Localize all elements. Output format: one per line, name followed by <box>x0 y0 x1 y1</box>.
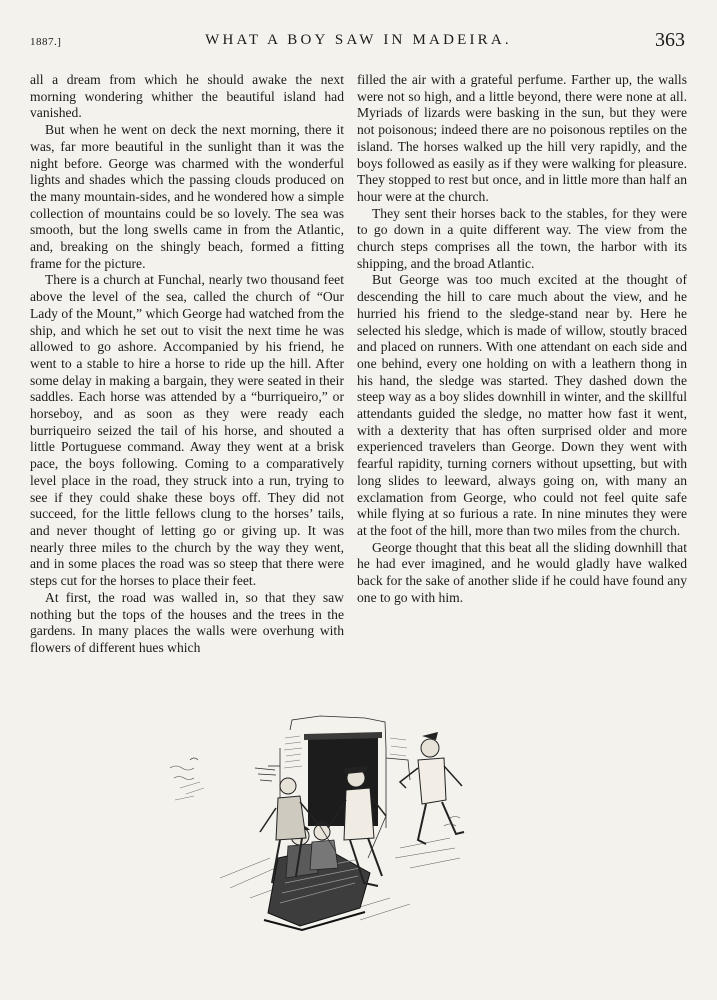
paragraph: They sent their horses back to the stables, for they were to go down in a quite different way. The view from the church steps comprises all the town, the harbor with its shipping, and the broad Atlantic. <box>357 205 687 271</box>
paragraph: filled the air with a grateful perfume. Farther up, the walls were not so high, and a little beyond, there were none at all. Myriads of lizards were basking in the sun, but they were not poisonous; indeed there are no poisonous reptiles on the island. The horses walked up the hill very rapidly, and the boys followed as easily as if they were walking for pleasure. They stopped to rest but once, and in little more than half an hour were at the church. <box>357 72 687 204</box>
page-number: 363 <box>655 29 685 51</box>
paragraph: At first, the road was walled in, so that they saw nothing but the tops of the houses and the trees in the gardens. In many places the walls were overhung with flowers of different hues which <box>30 589 344 655</box>
left-column <box>30 72 344 657</box>
right-column <box>357 72 687 607</box>
paragraph: But when he went on deck the next morning, there it was, far more beautiful in the sunlight than it was the night before. George was charmed with the wonderful lights and shades which the passing clouds produced on the many mountain-sides, and he wondered how a simple collection of mountains could be so lovely. The sea was smooth, but the long swells came in from the Atlantic, and, breaking on the shingly beach, formed a fitting frame for the picture. <box>30 122 344 271</box>
running-header <box>30 30 687 54</box>
paragraph: There is a church at Funchal, nearly two thousand feet above the level of the sea, called the church of “Our Lady of the Mount,” which George had watched from the ship, and which he set out to visit the next time he was allowed to go ashore. Accompanied by his friend, he went to a stable to hire a horse to ride up the hill. After some delay in making a bargain, they were seated in their saddles. Each horse was attended by a “burriqueiro,” or horseboy, and as soon as they were ready each burriqueiro seized the tail of his horse, and shouted a little Portuguese command. Away they went at a brisk pace, the boys following. Coming to a comparatively level place in the road, they struck into a run, trying to see if they could shake these boys off. They did not succeed, for the little fellows clung to the horses’ tails, and never thought of letting go or giving up. It was nearly three miles to the church by the way they went, and in some places the road was so steep that there were steps cut for the horses to place their feet. <box>30 272 344 589</box>
paragraph: George thought that this beat all the sliding downhill that he had ever imagined, and he would gladly have walked back for the sake of another slide if he could have found any one to go with him. <box>357 539 687 605</box>
running-title: WHAT A BOY SAW IN MADEIRA. <box>205 32 512 48</box>
header-date: 1887.] <box>30 36 62 48</box>
paragraph: But George was too much excited at the thought of descending the hill to care much about the view, and he hurried his friend to the sledge-stand near by. Here he selected his sledge, which is made of willow, stoutly braced and placed on runners. With one attendant on each side and one behind, every one holding on with a leathern thong in his hand, the sledge was started. They dashed down the steep way as a boy slides downhill in winter, and the skillful attendants guided the sledge, no matter how fast it went, with a dexterity that has often surprised older and more experienced travelers than George. Down they went with fearful rapidity, turning corners without upsetting, but with long slides to leeward, always going on, with many an exclamation from George, who could not feel quite safe while flying at so furious a rate. In nine minutes they were at the foot of the hill, more than two miles from the church. <box>357 272 687 538</box>
paragraph: all a dream from which he should awake the next morning wondering whither the beautiful island had vanished. <box>30 72 344 121</box>
sledge-illustration <box>160 708 470 933</box>
